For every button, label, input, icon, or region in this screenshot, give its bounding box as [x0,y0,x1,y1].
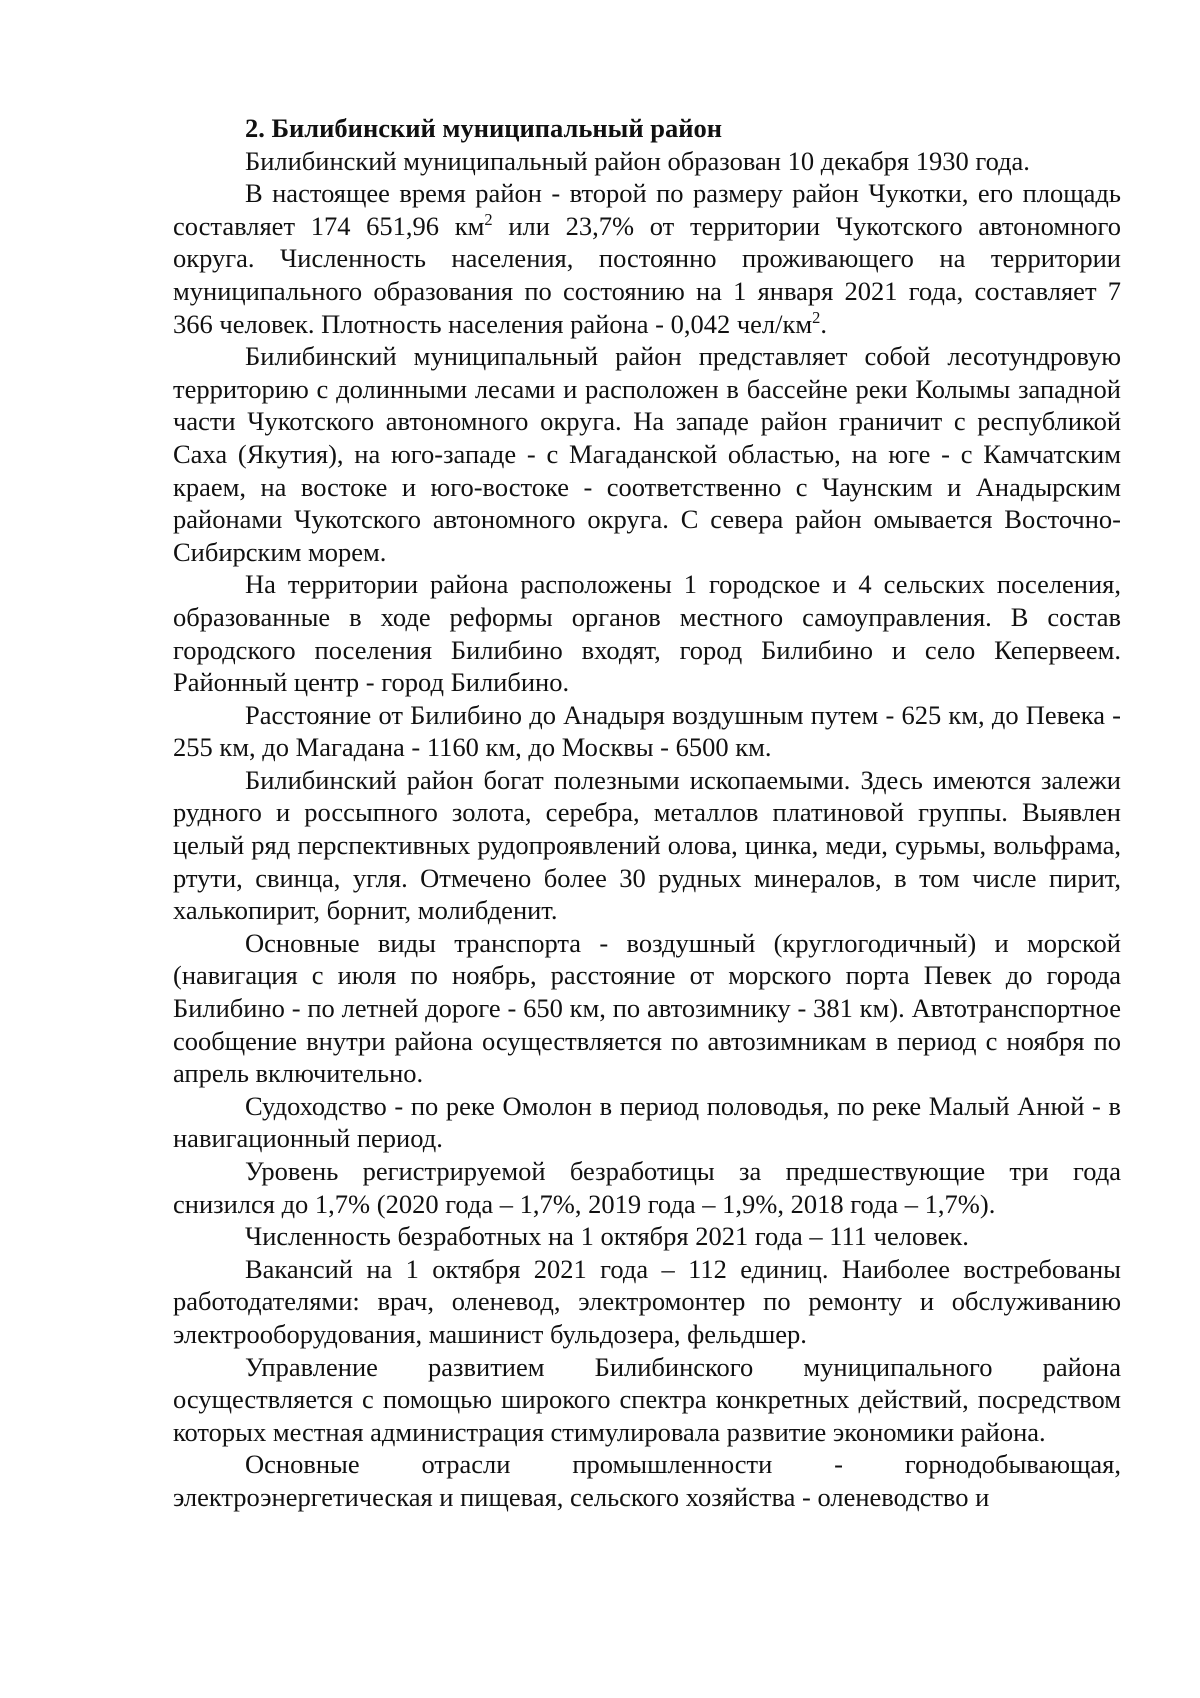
paragraph-formation: Билибинский муниципальный район образован 10 декабря 1930 года. [245,145,1030,176]
paragraph-area-text-3: . [820,308,828,339]
paragraph-settlements: На территории района расположены 1 городское и 4 сельских поселения, образованные в ходе реформы органов местного самоуправления. В состав городского поселения Билибино входят, город Билибино и село Кепервеем. Районный центр - город Билибино. [173,569,1121,698]
paragraph-industries: Основные отрасли промышленности - горнодобывающая, электроэнергетическая и пищевая, сельского хозяйства - оленеводство и [173,1449,1121,1512]
paragraph-distances: Расстояние от Билибино до Анадыря воздушным путем - 625 км, до Певека - 255 км, до Магадана - 1160 км, до Москвы - 6500 км. [173,699,1121,763]
paragraph-area-text-1: В настоящее время район - второй по размеру район Чукотки, его площадь составляет 174 651,96 км [173,178,1121,241]
paragraph-minerals: Билибинский район богат полезными ископаемыми. Здесь имеются залежи рудного и россыпного золота, серебра, металлов платиновой группы. Выявлен целый ряд перспективных рудопроявлений олова, цинка, меди, сурьмы, вольфрама, ртути, свинца, угля. Отмечено более 30 рудных минералов, в том числе пирит, халькопирит, борнит, молибденит. [173,764,1121,926]
paragraph-geography: Билибинский муниципальный район представляет собой лесотундровую территорию с долинными лесами и расположен в бассейне реки Колымы западной части Чукотского автономного округа. На западе район граничит с республикой Саха (Якутия), на юго-западе - с Магаданской областью, на юге - с Камчатским краем, на востоке и юго-востоке - соответственно с Чаунским и Анадырским районами Чукотского автономного округа. С севера район омывается Восточно-Сибирским морем. [173,341,1121,567]
section-heading: 2. Билибинский муниципальный район [245,113,723,143]
paragraph-management: Управление развитием Билибинского муниципального района осуществляется с помощью широкого спектра конкретных действий, посредством которых местная администрация стимулировала развитие экономики района. [173,1351,1121,1447]
paragraph-unemployment-level: Уровень регистрируемой безработицы за предшествующие три года снизился до 1,7% (2020 года – 1,7%, 2019 года – 1,9%, 2018 года – 1,7%). [173,1156,1121,1219]
paragraph-vacancies: Вакансий на 1 октября 2021 года – 112 единиц. Наиболее востребованы работодателями: врач, оленевод, электромонтер по ремонту и обслуживанию электрооборудования, машинист бульдозера, фельдшер. [173,1253,1121,1349]
document-page [173,112,1121,1514]
superscript-square: 2 [484,209,493,229]
superscript-square-2: 2 [812,307,821,327]
paragraph-shipping: Судоходство - по реке Омолон в период половодья, по реке Малый Анюй - в навигационный период. [173,1090,1121,1154]
paragraph-area-population [173,177,1121,340]
paragraph-transport: Основные виды транспорта - воздушный (круглогодичный) и морской (навигация с июля по ноябрь, расстояние от морского порта Певек до города Билибино - по летней дороге - 650 км, по автозимнику - 381 км). Автотранспортное сообщение внутри района осуществляется по автозимникам в период с ноября по апрель включительно. [173,927,1121,1089]
paragraph-unemployed-count: Численность безработных на 1 октября 2021 года – 111 человек. [245,1221,969,1252]
paragraph-area-text-2: или 23,7% от территории Чукотского автономного округа. Численность населения, постоянно проживающего на территории муниципального образования по состоянию на 1 января 2021 года, составляет 7 366 человек. Плотность населения района - 0,042 чел/км [173,210,1121,339]
